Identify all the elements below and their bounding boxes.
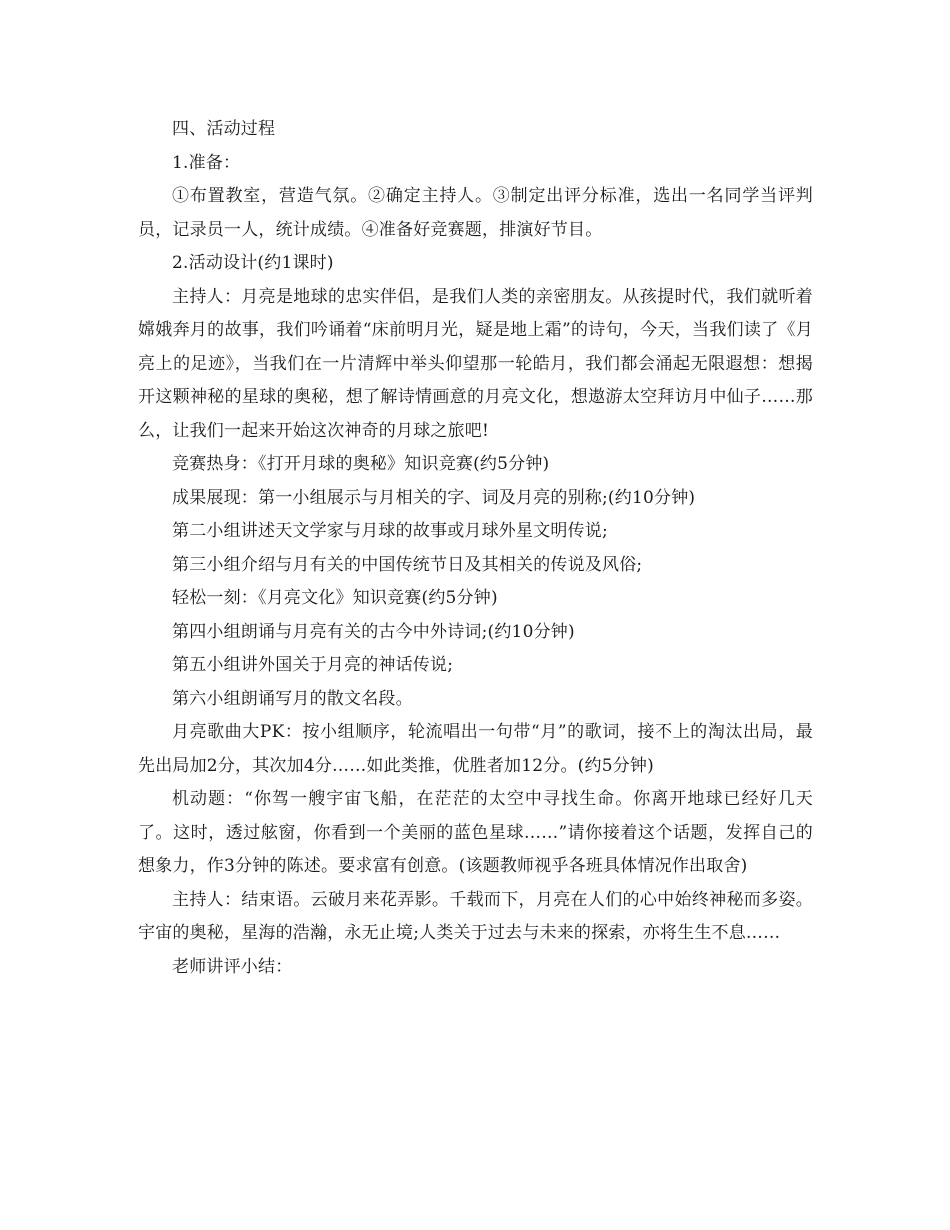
paragraph-relax: 轻松一刻：《月亮文化》知识竞赛(约5分钟): [172, 588, 498, 608]
subheading-preparation: 1.准备：: [172, 152, 241, 173]
section-heading: 四、活动过程: [172, 119, 276, 139]
paragraph-group-3: 第三小组介绍与月有关的中国传统节日及其相关的传说及风俗;: [172, 554, 643, 575]
paragraph-group-6: 第六小组朗诵写月的散文名段。: [172, 688, 413, 709]
document-body: [138, 113, 813, 984]
paragraph-song-pk: 月亮歌曲大PK：按小组顺序，轮流唱出一句带“月”的歌词，接不上的淘汰出局，最先出局加2分，其次加4分……如此类推，优胜者加12分。(约5分钟): [138, 722, 813, 776]
paragraph-warmup: 竞赛热身：《打开月球的奥秘》知识竞赛(约5分钟): [172, 454, 550, 474]
paragraph-flex-question: 机动题：“你驾一艘宇宙飞船，在茫茫的太空中寻找生命。你离开地球已经好几天了。这时，透过舷窗，你看到一个美丽的蓝色星球……”请你接着这个话题，发挥自己的想象力，作3分钟的陈述。要求富有创意。(该题教师视乎各班具体情况作出取舍): [138, 789, 813, 876]
paragraph-group-1: 成果展现：第一小组展示与月相关的字、词及月亮的别称;(约10分钟): [172, 487, 696, 508]
paragraph-group-5: 第五小组讲外国关于月亮的神话传说;: [172, 655, 454, 675]
paragraph-group-2: 第二小组讲述天文学家与月球的故事或月球外星文明传说;: [172, 521, 608, 541]
paragraph-preparation-steps: ①布置教室，营造气氛。②确定主持人。③制定出评分标准，选出一名同学当评判员，记录员一人，统计成绩。④准备好竞赛题，排演好节目。: [138, 186, 813, 240]
paragraph-host-intro: 主持人：月亮是地球的忠实伴侣，是我们人类的亲密朋友。从孩提时代，我们就听着嫦娥奔月的故事，我们吟诵着“床前明月光，疑是地上霜”的诗句，今天，当我们读了《月亮上的足迹》，当我们在一片清辉中举头仰望那一轮皓月，我们都会涌起无限遐想：想揭开这颗神秘的星球的奥秘，想了解诗情画意的月亮文化，想遨游太空拜访月中仙子……那么，让我们一起来开始这次神奇的月球之旅吧!: [138, 286, 813, 441]
paragraph-teacher-summary: 老师讲评小结：: [172, 956, 293, 977]
subheading-activity-design: 2.活动设计(约1课时): [172, 253, 334, 273]
paragraph-host-closing: 主持人：结束语。云破月来花弄影。千载而下，月亮在人们的心中始终神秘而多姿。宇宙的奥秘，星海的浩瀚，永无止境;人类关于过去与未来的探索，亦将生生不息……: [138, 889, 813, 943]
paragraph-group-4: 第四小组朗诵与月亮有关的古今中外诗词;(约10分钟): [172, 621, 575, 642]
